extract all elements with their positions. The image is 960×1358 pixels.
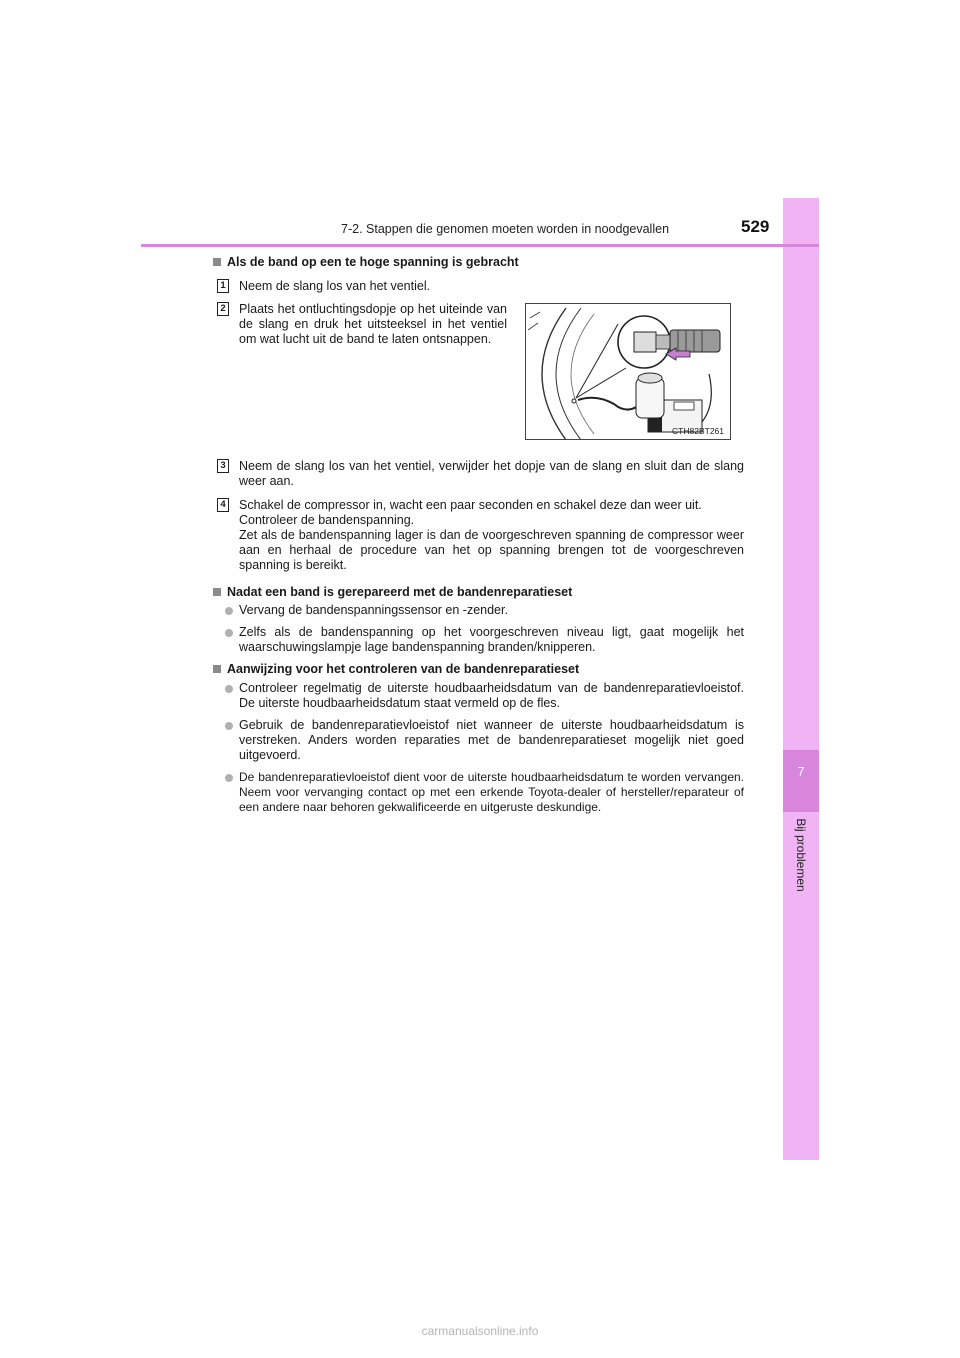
heading-text: Nadat een band is gerepareerd met de bandenreparatieset — [227, 585, 573, 599]
bullet-text: Gebruik de bandenreparatievloeistof niet wanneer de uiterste houdbaarheidsdatum is verstreken. Anders worden reparaties met de bandenreparatieset mogelijk niet goed uitgevoerd. — [239, 718, 744, 762]
step-3-text: Neem de slang los van het ventiel, verwijder het dopje van de slang en sluit dan de slang weer aan. — [239, 459, 744, 488]
step-number-2: 2 — [217, 302, 229, 316]
bullet-text: Controleer regelmatig de uiterste houdbaarheidsdatum van de bandenreparatievloeistof. De uiterste houdbaarheidsdatum staat vermeld op de fles. — [239, 681, 744, 710]
tire-compressor-drawing — [526, 304, 731, 440]
step-4-line-2: Controleer de bandenspanning. — [239, 513, 415, 527]
bullet-text: Zelfs als de bandenspanning op het voorgeschreven niveau ligt, gaat mogelijk het waarschuwingslampje lage bandenspanning branden/knipperen. — [239, 625, 744, 654]
chapter-number: 7 — [797, 764, 805, 779]
round-bullet-icon — [225, 685, 233, 693]
step-1-text: Neem de slang los van het ventiel. — [239, 279, 431, 293]
figure-code: CTH82BT261 — [672, 426, 724, 436]
square-bullet-icon — [213, 588, 221, 596]
round-bullet-icon — [225, 722, 233, 730]
chapter-label: Bij problemen — [794, 818, 808, 892]
header-rule — [141, 244, 819, 247]
step-number-4: 4 — [217, 498, 229, 512]
valve-deflation-illustration — [525, 303, 731, 440]
step-number-3: 3 — [217, 459, 229, 473]
step-4-line-3: Zet als de bandenspanning lager is dan de voorgeschreven spanning de compressor weer aan en herhaal de procedure van het op spanning brengen tot de voorgeschreven spanning is bereikt. — [239, 528, 744, 572]
watermark: carmanualsonline.info — [421, 1324, 539, 1338]
section-heading-after-repair — [213, 585, 572, 600]
round-bullet-icon — [225, 629, 233, 637]
chapter-number-tab — [783, 750, 819, 812]
section-heading-overinflated — [213, 255, 519, 270]
bullet-text: Vervang de bandenspanningssensor en -zender. — [239, 603, 508, 617]
heading-text: Als de band op een te hoge spanning is gebracht — [227, 255, 519, 269]
square-bullet-icon — [213, 258, 221, 266]
step-number-1: 1 — [217, 279, 229, 293]
heading-text: Aanwijzing voor het controleren van de bandenreparatieset — [227, 662, 580, 676]
step-2-text: Plaats het ontluchtingsdopje op het uiteinde van de slang en druk het uitsteeksel in het ventiel om wat lucht uit de band te laten ontsnappen. — [239, 302, 507, 346]
square-bullet-icon — [213, 665, 221, 673]
chapter-side-tab — [783, 198, 819, 1160]
section-heading-check-kit — [213, 662, 579, 677]
step-4-line-1: Schakel de compressor in, wacht een paar seconden en schakel deze dan weer uit. — [239, 498, 702, 512]
page-number: 529 — [741, 217, 770, 236]
round-bullet-icon — [225, 774, 233, 782]
bullet-text: De bandenreparatievloeistof dient voor de uiterste houdbaarheidsdatum te worden vervangen. Neem voor vervanging contact op met een erkende Toyota-dealer of hersteller/reparateur of een andere naar behoren gekwalificeerde en uitgeruste deskundige. — [239, 770, 744, 814]
section-title: 7-2. Stappen die genomen moeten worden in noodgevallen — [341, 222, 670, 236]
round-bullet-icon — [225, 607, 233, 615]
